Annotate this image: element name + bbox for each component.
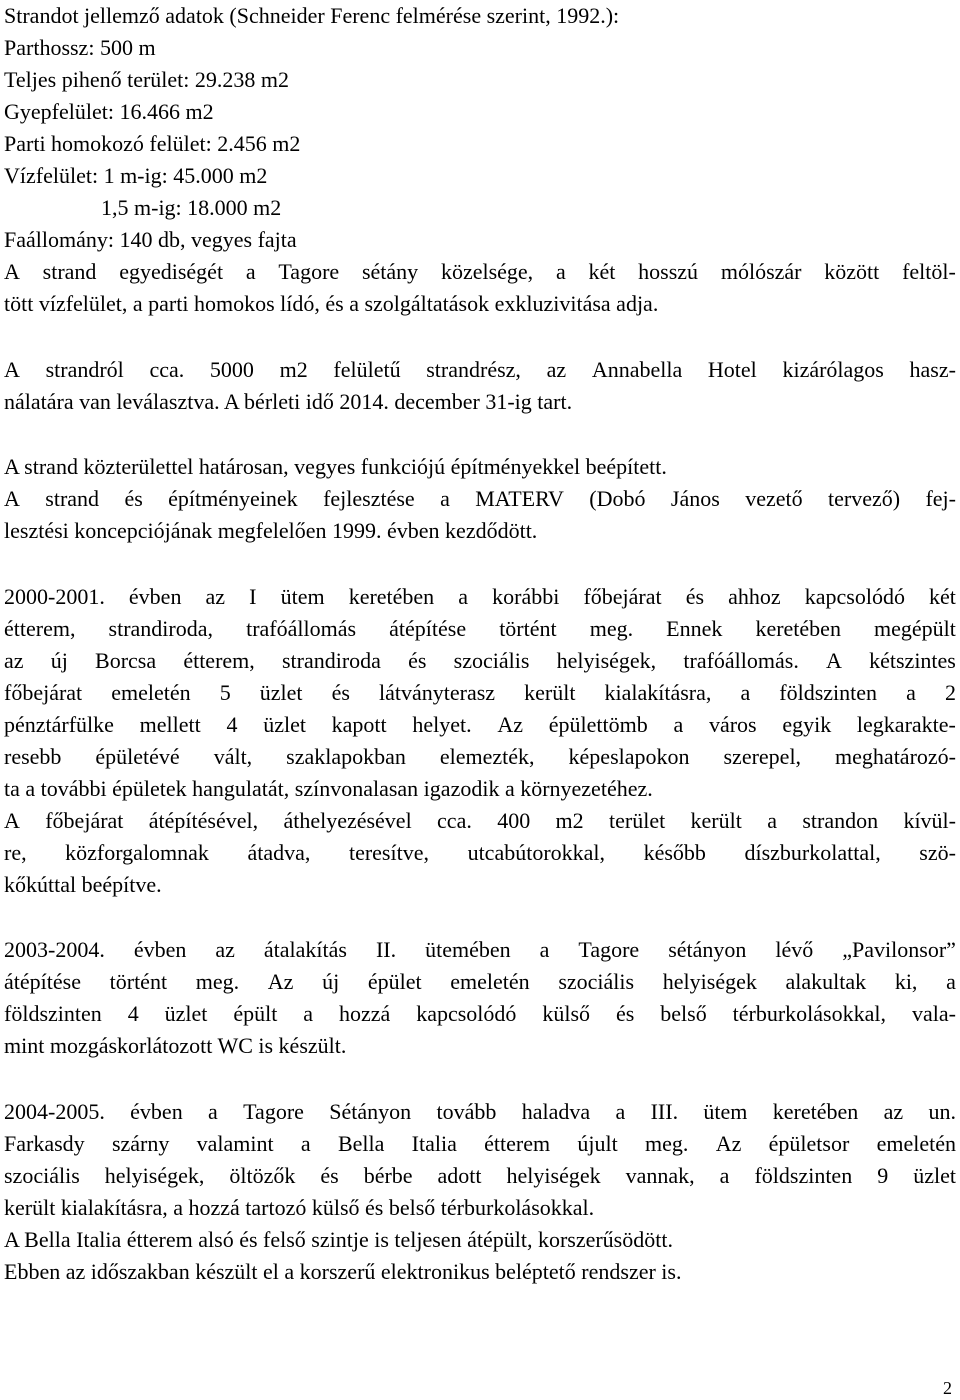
paragraph-line: szociális helyiségek, öltözők és bérbe adott helyiségek vannak, a földszinten 9 üzlet bbox=[4, 1163, 956, 1188]
paragraph-line: lesztési koncepciójának megfelelően 1999. évben kezdődött. bbox=[4, 518, 538, 543]
paragraph-line: ta a további épületek hangulatát, színvonalasan igazodik a környezetéhez. bbox=[4, 776, 653, 801]
paragraph-line: 2000-2001. évben az I ütem keretében a korábbi főbejárat és ahhoz kapcsolódó két bbox=[4, 584, 956, 609]
stats-heading: Strandot jellemző adatok (Schneider Ferenc felmérése szerint, 1992.): bbox=[4, 3, 620, 28]
stat-item: Parthossz: 500 m bbox=[4, 35, 156, 60]
page-number: 2 bbox=[943, 1378, 952, 1398]
paragraph-line: került kialakításra, a hozzá tartozó külső és belső térburkolásokkal. bbox=[4, 1195, 595, 1220]
stat-item: 1,5 m-ig: 18.000 m2 bbox=[101, 195, 282, 220]
paragraph-line: mint mozgáskorlátozott WC is készült. bbox=[4, 1033, 347, 1058]
paragraph-line: tött vízfelület, a parti homokos lídó, és a szolgáltatások exkluzivitása adja. bbox=[4, 291, 659, 316]
paragraph-line: A strand közterülettel határosan, vegyes funkciójú építményekkel beépített. bbox=[4, 454, 667, 479]
paragraph-line: A Bella Italia étterem alsó és felső szintje is teljesen átépült, korszerűsödött. bbox=[4, 1227, 673, 1252]
paragraph-line: A strand egyediségét a Tagore sétány közelsége, a két hosszú mólószár között feltöl- bbox=[4, 259, 956, 284]
stat-item: Faállomány: 140 db, vegyes fajta bbox=[4, 227, 297, 252]
paragraph-line: étterem, strandiroda, trafóállomás átépítése történt meg. Ennek keretében megépült bbox=[4, 616, 956, 641]
paragraph-line: nálatára van leválasztva. A bérleti idő 2014. december 31-ig tart. bbox=[4, 389, 573, 414]
paragraph-line: átépítése történt meg. Az új épület emeletén szociális helyiségek alakultak ki, a bbox=[4, 969, 956, 994]
paragraph-line: Ebben az időszakban készült el a korszerű elektronikus beléptető rendszer is. bbox=[4, 1259, 682, 1284]
paragraph-line: főbejárat emeletén 5 üzlet és látványterasz került kialakításra, a földszinten a 2 bbox=[4, 680, 956, 705]
stat-item: Vízfelület: 1 m-ig: 45.000 m2 bbox=[4, 163, 268, 188]
paragraph-line: Farkasdy szárny valamint a Bella Italia étterem újult meg. Az épületsor emeletén bbox=[4, 1131, 956, 1156]
stat-item: Parti homokozó felület: 2.456 m2 bbox=[4, 131, 301, 156]
paragraph-line: az új Borcsa étterem, strandiroda és szociális helyiségek, trafóállomás. A kétszintes bbox=[4, 648, 956, 673]
paragraph-line: 2003-2004. évben az átalakítás II. ütemében a Tagore sétányon lévő „Pavilonsor” bbox=[4, 937, 956, 962]
paragraph-line: kőkúttal beépítve. bbox=[4, 872, 162, 897]
paragraph-line: földszinten 4 üzlet épült a hozzá kapcsolódó külső és belső térburkolásokkal, vala- bbox=[4, 1001, 956, 1026]
paragraph-line: A strand és építményeinek fejlesztése a MATERV (Dobó János vezető tervező) fej- bbox=[4, 486, 956, 511]
stat-item: Teljes pihenő terület: 29.238 m2 bbox=[4, 67, 290, 92]
stat-item: Gyepfelület: 16.466 m2 bbox=[4, 99, 214, 124]
paragraph-line: pénztárfülke mellett 4 üzlet kapott helyet. Az épülettömb a város egyik legkarakte- bbox=[4, 712, 956, 737]
paragraph-line: A strandról cca. 5000 m2 felületű strandrész, az Annabella Hotel kizárólagos hasz- bbox=[4, 357, 956, 382]
paragraph-line: resebb épületévé vált, szaklapokban elemezték, képeslapokon szerepel, meghatározó- bbox=[4, 744, 956, 769]
paragraph-line: 2004-2005. évben a Tagore Sétányon tovább haladva a III. ütem keretében az un. bbox=[4, 1099, 956, 1124]
paragraph-line: A főbejárat átépítésével, áthelyezésével cca. 400 m2 terület került a strandon kívül- bbox=[4, 808, 956, 833]
paragraph-line: re, közforgalomnak átadva, teresítve, utcabútorokkal, később díszburkolattal, szö- bbox=[4, 840, 956, 865]
